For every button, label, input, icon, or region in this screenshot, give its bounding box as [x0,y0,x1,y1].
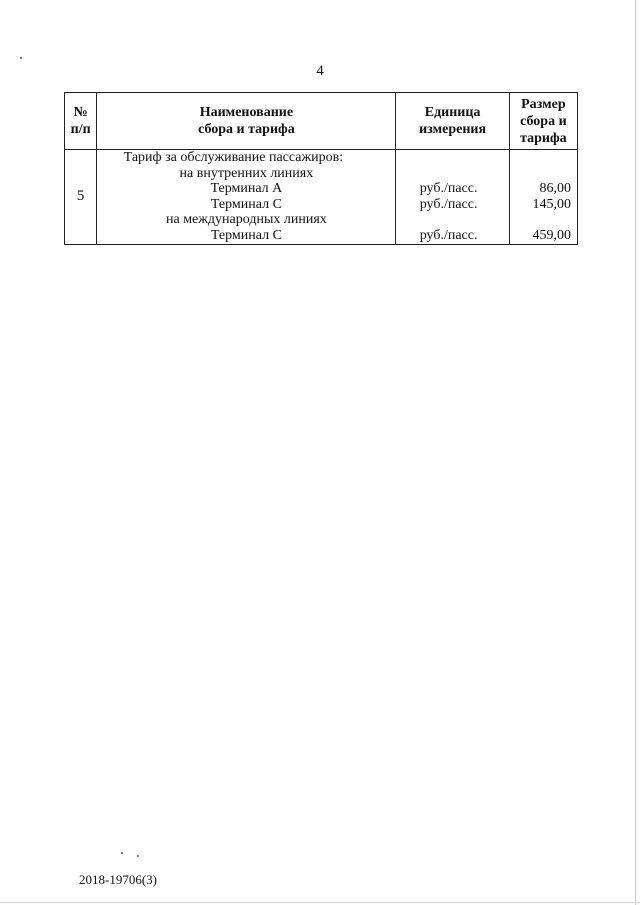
document-code: 2018-19706(3) [79,872,157,887]
tariff-terminal-c: Терминал С [210,196,282,212]
value-line [510,166,577,182]
value-line [510,150,577,166]
row-name-cell [97,150,396,245]
unit-line: руб./пасс. [419,227,478,243]
header-num-line: п/п [70,122,91,137]
tariff-group-domestic: на внутренних линиях [179,165,314,181]
unit-line [396,150,508,166]
tariff-title: Тариф за обслуживание пассажиров: [123,150,344,165]
header-name-line: сбора и тарифа [198,122,295,137]
page-edge-right [635,0,636,905]
header-name-line: Наименование [199,105,294,120]
header-num [65,93,97,150]
table-header-row [65,93,578,150]
header-unit-line: измерения [419,122,487,137]
row-value-cell [509,150,577,245]
unit-line [396,212,508,228]
unit-line: руб./пасс. [419,181,478,197]
header-unit-line: Единица [424,105,481,120]
tariff-terminal-a: Терминал А [210,181,283,197]
row-unit-cell [396,150,509,245]
header-value-line: тарифа [520,130,567,146]
header-unit [396,93,509,150]
unit-line: руб./пасс. [419,196,478,212]
header-name [97,93,396,150]
header-value-line: сбора и [520,113,567,129]
tariff-table [64,92,578,245]
scan-speck [20,57,22,59]
value-line: 459,00 [532,227,571,243]
table-row [65,150,578,245]
header-value [509,93,577,150]
scan-speck [137,855,139,857]
value-line: 145,00 [532,196,571,212]
value-line: 86,00 [539,181,571,197]
scan-speck [121,852,123,854]
unit-line [396,166,508,182]
header-num-line: № [73,105,88,120]
header-value-line: Размер [521,96,566,112]
value-line [510,212,577,228]
page-edge-bottom [0,902,640,903]
tariff-terminal-c-international: Терминал С [210,227,282,243]
page-number: 4 [316,63,324,79]
tariff-group-international: на международных линиях [165,212,327,228]
row-number: 5 [65,150,97,245]
